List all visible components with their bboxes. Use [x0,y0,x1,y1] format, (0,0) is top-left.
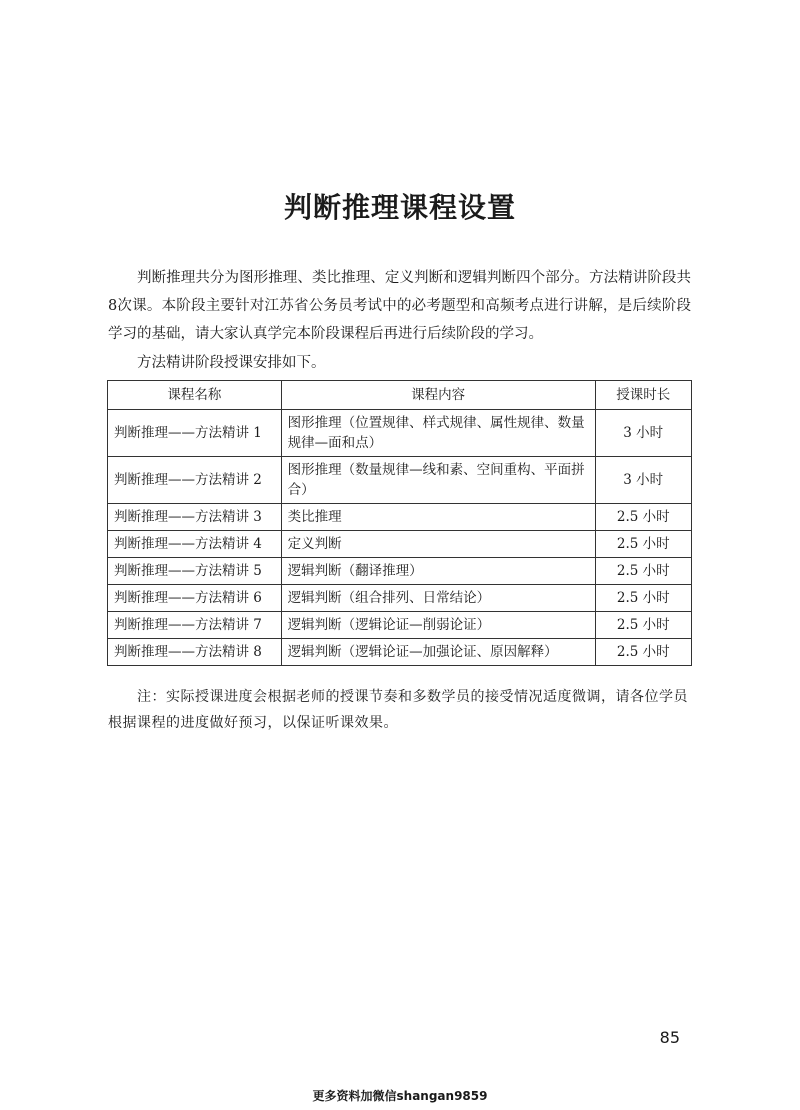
course-hours-cell: 2.5 小时 [595,531,692,558]
course-content-cell: 逻辑判断（组合排列、日常结论） [281,585,595,612]
course-hours-cell: 2.5 小时 [595,639,692,666]
course-name-cell: 判断推理——方法精讲 2 [108,457,282,504]
course-content-cell: 逻辑判断（翻译推理） [281,558,595,585]
course-name-cell: 判断推理——方法精讲 1 [108,410,282,457]
page-title: 判断推理课程设置 [283,191,516,224]
table-row [108,612,692,639]
arrangement-paragraph: 方法精讲阶段授课安排如下。 [137,355,326,371]
course-hours-cell: 2.5 小时 [595,585,692,612]
course-name-cell: 判断推理——方法精讲 3 [108,504,282,531]
course-content-cell: 逻辑判断（逻辑论证—削弱论证） [281,612,595,639]
course-hours-cell: 3 小时 [595,457,692,504]
table-row [108,639,692,666]
table-row [108,585,692,612]
course-hours-cell: 2.5 小时 [595,612,692,639]
course-name-cell: 判断推理——方法精讲 4 [108,531,282,558]
footer-text: 更多资料加微信shangan9859 [312,1089,488,1103]
course-schedule-table [107,380,692,666]
note-paragraph: 注：实际授课进度会根据老师的授课节奏和多数学员的接受情况适度微调，请各位学员根据课程的进度做好预习，以保证听课效果。 [108,689,688,731]
header-course-content: 课程内容 [281,381,595,410]
table-row [108,504,692,531]
course-content-cell: 图形推理（位置规律、样式规律、属性规律、数量规律—面和点） [281,410,595,457]
course-name-cell: 判断推理——方法精讲 5 [108,558,282,585]
intro-paragraph: 判断推理共分为图形推理、类比推理、定义判断和逻辑判断四个部分。方法精讲阶段共8次课。本阶段主要针对江苏省公务员考试中的必考题型和高频考点进行讲解，是后续阶段学习的基础，请大家认真学完本阶段课程后再进行后续阶段的学习。 [108,270,691,342]
course-hours-cell: 3 小时 [595,410,692,457]
page-number: 85 [659,1028,680,1047]
table-row [108,410,692,457]
table-row [108,457,692,504]
header-course-name: 课程名称 [108,381,282,410]
course-content-cell: 逻辑判断（逻辑论证—加强论证、原因解释） [281,639,595,666]
table-header-row [108,381,692,410]
course-content-cell: 定义判断 [281,531,595,558]
header-course-hours: 授课时长 [595,381,692,410]
course-hours-cell: 2.5 小时 [595,558,692,585]
course-name-cell: 判断推理——方法精讲 6 [108,585,282,612]
course-hours-cell: 2.5 小时 [595,504,692,531]
course-name-cell: 判断推理——方法精讲 7 [108,612,282,639]
table-row [108,558,692,585]
course-content-cell: 类比推理 [281,504,595,531]
course-name-cell: 判断推理——方法精讲 8 [108,639,282,666]
table-row [108,531,692,558]
course-content-cell: 图形推理（数量规律—线和素、空间重构、平面拼合） [281,457,595,504]
